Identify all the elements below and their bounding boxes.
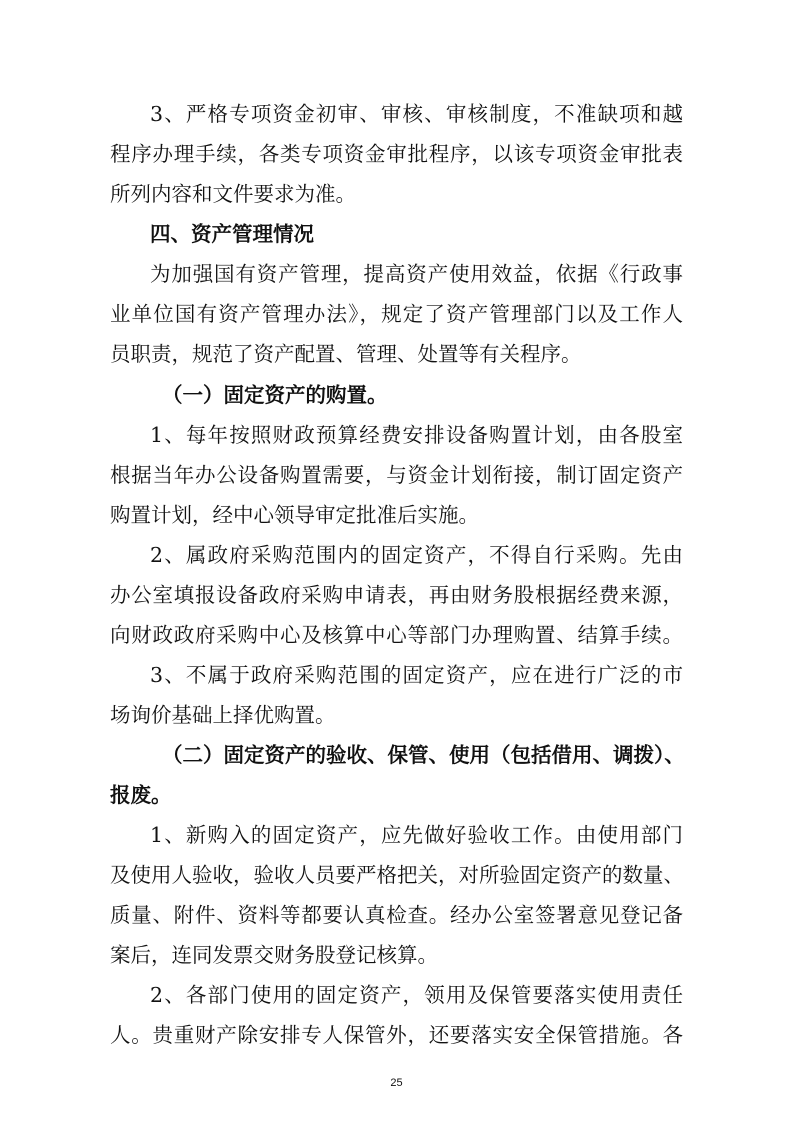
paragraph-line: 1、新购入的固定资产，应先做好验收工作。由使用部门 [150, 823, 683, 847]
paragraph-line: 根据当年办公设备购置需要，与资金计划衔接，制订固定资产 [110, 463, 683, 487]
paragraph-line: 质量、附件、资料等都要认真检查。经办公室签署意见登记备 [110, 903, 683, 927]
paragraph-line: 所列内容和文件要求为准。 [110, 182, 356, 206]
paragraph-line: 3、严格专项资金初审、审核、审核制度，不准缺项和越 [150, 102, 683, 126]
paragraph-line: 及使用人验收，验收人员要严格把关，对所验固定资产的数量、 [110, 863, 684, 887]
paragraph-line: 2、各部门使用的固定资产，领用及保管要落实使用责任 [150, 983, 683, 1007]
paragraph-line: 业单位国有资产管理办法》，规定了资产管理部门以及工作人 [110, 302, 683, 326]
paragraph-line: 人。贵重财产除安排专人保管外，还要落实安全保管措施。各 [110, 1023, 683, 1047]
paragraph-line: 办公室填报设备政府采购申请表，再由财务股根据经费来源， [110, 583, 683, 607]
paragraph-line: 2、属政府采购范围内的固定资产，不得自行采购。先由 [150, 543, 683, 567]
paragraph-line: 员职责，规范了资产配置、管理、处置等有关程序。 [110, 342, 582, 366]
subsection-heading: （二）固定资产的验收、保管、使用（包括借用、调拨）、 [162, 743, 685, 767]
paragraph-line: 1、每年按照财政预算经费安排设备购置计划，由各股室 [150, 423, 683, 447]
paragraph-line: 购置计划，经中心领导审定批准后实施。 [110, 503, 479, 527]
subsection-heading: （一）固定资产的购置。 [162, 383, 388, 407]
section-heading: 四、资产管理情况 [150, 222, 314, 246]
page-number: 25 [390, 1077, 403, 1089]
paragraph-line: 程序办理手续，各类专项资金审批程序，以该专项资金审批表 [110, 142, 683, 166]
paragraph-line: 为加强国有资产管理，提高资产使用效益，依据《行政事 [150, 262, 683, 286]
paragraph-line: 案后，连同发票交财务股登记核算。 [110, 943, 438, 967]
subsection-heading-continuation: 报废。 [110, 783, 172, 807]
paragraph-line: 场询价基础上择优购置。 [110, 703, 336, 727]
paragraph-line: 向财政政府采购中心及核算中心等部门办理购置、结算手续。 [110, 623, 683, 647]
paragraph-line: 3、不属于政府采购范围的固定资产，应在进行广泛的市 [150, 663, 683, 687]
